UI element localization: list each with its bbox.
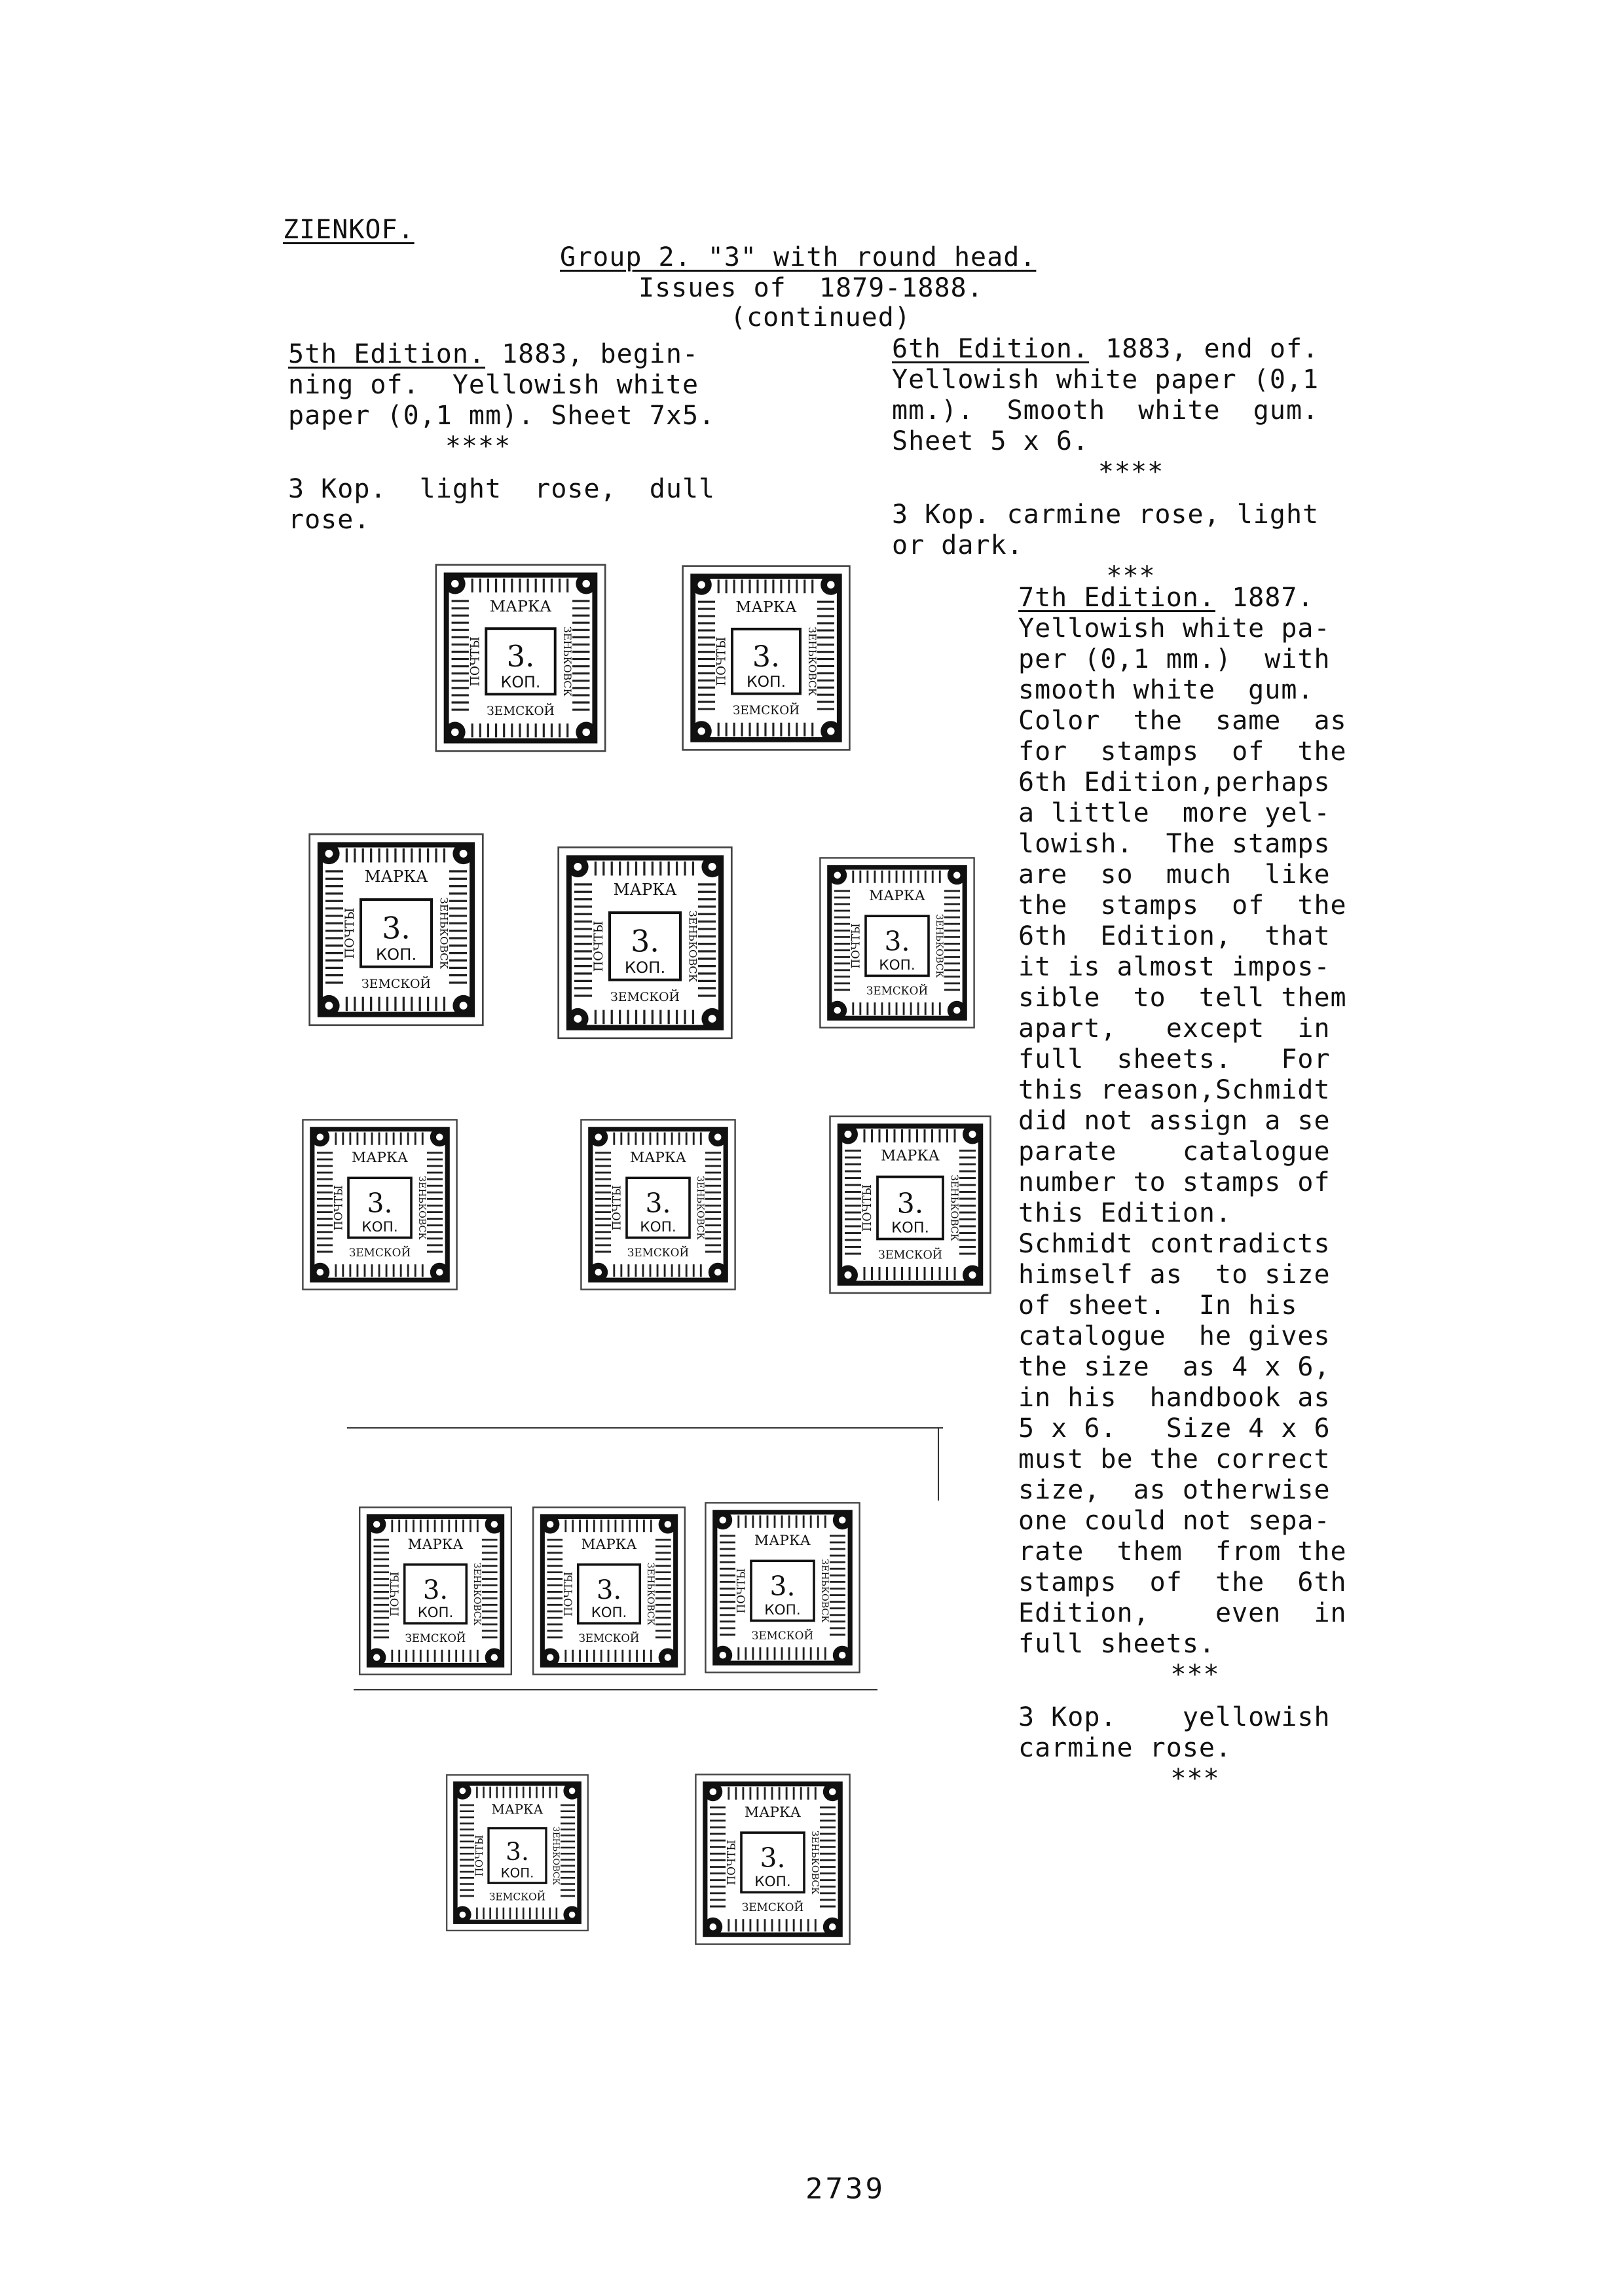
svg-text:3.: 3. — [645, 1188, 671, 1219]
svg-text:МАРКА: МАРКА — [407, 1537, 464, 1554]
svg-text:МАРКА: МАРКА — [364, 867, 428, 886]
sixth-edition-line1: 1883, end of. — [1088, 334, 1320, 364]
svg-text:ПОЧТЫ: ПОЧТЫ — [388, 1571, 401, 1616]
author-heading: ZIENKOF. — [283, 215, 415, 245]
sixth-edition-separator: **** — [1098, 457, 1164, 487]
svg-text:ПОЧТЫ: ПОЧТЫ — [734, 1568, 748, 1614]
svg-text:КОП.: КОП. — [640, 1218, 676, 1235]
svg-text:ПОЧТЫ: ПОЧТЫ — [473, 1834, 486, 1877]
svg-text:МАРКА: МАРКА — [881, 1147, 940, 1165]
svg-text:ПОЧТЫ: ПОЧТЫ — [591, 920, 606, 972]
svg-text:КОП.: КОП. — [417, 1605, 454, 1622]
seventh-edition-line: number to stamps of — [1018, 1167, 1331, 1197]
svg-text:КОП.: КОП. — [591, 1605, 627, 1622]
stamp-image — [681, 563, 851, 753]
seventh-edition-end-separator: *** — [1170, 1764, 1220, 1794]
stamp-image — [530, 1506, 688, 1676]
svg-text:ЗЕНЬКОВСК: ЗЕНЬКОВСК — [437, 897, 451, 970]
seventh-edition-line: 5 x 6. Size 4 x 6 — [1018, 1413, 1331, 1444]
fifth-edition-heading: 5th Edition. — [288, 339, 485, 369]
seventh-edition-line: sible to tell them — [1018, 983, 1347, 1013]
seventh-edition-line: Schmidt contradicts — [1018, 1229, 1331, 1259]
fifth-edition-block — [288, 339, 766, 536]
svg-text:МАРКА: МАРКА — [629, 1150, 687, 1167]
seventh-edition-separator: *** — [1170, 1660, 1220, 1690]
svg-text:ПОЧТЫ: ПОЧТЫ — [562, 1571, 575, 1616]
svg-text:ЗЕНЬКОВСК: ЗЕНЬКОВСК — [934, 914, 944, 978]
seventh-edition-text — [1018, 613, 1372, 1660]
svg-text:ЗЕНЬКОВСК: ЗЕНЬКОВСК — [551, 1826, 561, 1886]
sixth-edition-block — [892, 334, 1370, 592]
fifth-edition-line2: ning of. Yellowish white — [288, 370, 699, 400]
seventh-edition-line: Edition, even in — [1018, 1598, 1347, 1628]
stamp-image — [694, 1768, 851, 1951]
seventh-edition-line: himself as to size — [1018, 1260, 1331, 1290]
seventh-edition-heading: 7th Edition. — [1018, 583, 1215, 613]
continued-line: (continued) — [730, 302, 911, 333]
stamp-drawing — [681, 563, 851, 753]
svg-text:ЗЕМСКОЙ: ЗЕМСКОЙ — [877, 1248, 943, 1262]
seventh-edition-line: one could not sepa- — [1018, 1506, 1331, 1536]
seventh-edition-color-line2: carmine rose. — [1018, 1733, 1232, 1763]
stamp-drawing — [445, 1761, 589, 1944]
stamp-drawing — [704, 1499, 861, 1676]
svg-text:ПОЧТЫ: ПОЧТЫ — [724, 1840, 738, 1886]
svg-text:3.: 3. — [896, 1188, 924, 1220]
stamp-image — [357, 1506, 514, 1676]
stamp-image — [432, 563, 609, 753]
sixth-edition-line2: Yellowish white paper (0,1 — [892, 365, 1320, 395]
stamp-drawing — [819, 851, 976, 1034]
svg-text:ЗЕМСКОЙ: ЗЕМСКОЙ — [751, 1629, 814, 1643]
stamp-drawing — [694, 1768, 851, 1951]
page-number: 2739 — [805, 2172, 885, 2206]
svg-text:МАРКА: МАРКА — [754, 1533, 811, 1550]
svg-text:ЗЕМСКОЙ: ЗЕМСКОЙ — [348, 1246, 411, 1260]
stamp-drawing — [357, 1506, 514, 1676]
sixth-edition-line4: Sheet 5 x 6. — [892, 426, 1089, 456]
seventh-edition-line: the size as 4 x 6, — [1018, 1352, 1331, 1382]
svg-text:ЗЕНЬКОВСК: ЗЕНЬКОВСК — [819, 1559, 830, 1623]
seventh-edition-line: 6th Edition,perhaps — [1018, 767, 1331, 797]
seventh-edition-line: it is almost impos- — [1018, 952, 1331, 982]
seventh-edition-line: are so much like — [1018, 860, 1331, 890]
svg-text:ЗЕМСКОЙ: ЗЕМСКОЙ — [741, 1901, 804, 1914]
svg-text:КОП.: КОП. — [624, 957, 666, 977]
seventh-edition-line: parate catalogue — [1018, 1137, 1331, 1167]
seventh-edition-line: the stamps of the — [1018, 890, 1347, 920]
seventh-edition-line: 6th Edition, that — [1018, 921, 1331, 951]
seventh-edition-year: 1887. — [1215, 583, 1314, 613]
svg-text:ЗЕНЬКОВСК: ЗЕНЬКОВСК — [695, 1176, 705, 1240]
seventh-edition-line: stamps of the 6th — [1018, 1567, 1347, 1597]
svg-text:КОП.: КОП. — [500, 672, 541, 691]
svg-text:ЗЕНЬКОВСК: ЗЕНЬКОВСК — [806, 627, 818, 696]
fifth-edition-line1: 1883, begin- — [485, 339, 699, 369]
stamp-image — [828, 1113, 992, 1296]
seventh-edition-line: did not assign a se — [1018, 1106, 1331, 1136]
stamp-image — [580, 1113, 737, 1296]
seventh-edition-line: of sheet. In his — [1018, 1290, 1298, 1321]
svg-text:ЗЕМСКОЙ: ЗЕМСКОЙ — [489, 1891, 546, 1903]
fifth-edition-color-line1: 3 Kop. light rose, dull — [288, 474, 716, 504]
strip-top-rule — [347, 1427, 943, 1429]
svg-text:ЗЕНЬКОВСК: ЗЕНЬКОВСК — [561, 626, 574, 697]
svg-text:ПОЧТЫ: ПОЧТЫ — [468, 636, 483, 687]
seventh-edition-line: must be the correct — [1018, 1444, 1331, 1474]
svg-text:КОП.: КОП. — [754, 1873, 791, 1890]
seventh-edition-line: per (0,1 mm.) with — [1018, 644, 1331, 674]
sixth-edition-line3: mm.). Smooth white gum. — [892, 395, 1320, 426]
fifth-edition-separator: **** — [445, 431, 511, 462]
svg-text:КОП.: КОП. — [746, 672, 786, 691]
stamp-drawing — [301, 1113, 458, 1296]
stamp-drawing — [557, 845, 733, 1041]
seventh-edition-line: this reason,Schmidt — [1018, 1075, 1331, 1105]
stamp-drawing — [432, 563, 609, 753]
svg-text:3.: 3. — [769, 1571, 796, 1602]
svg-text:ЗЕМСКОЙ: ЗЕМСКОЙ — [733, 703, 800, 718]
seventh-edition-line: this Edition. — [1018, 1198, 1232, 1228]
seventh-edition-line: apart, except in — [1018, 1013, 1331, 1044]
svg-text:ПОЧТЫ: ПОЧТЫ — [861, 1184, 874, 1232]
svg-text:ЗЕМСКОЙ: ЗЕМСКОЙ — [866, 984, 929, 998]
stamp-image — [704, 1499, 861, 1676]
seventh-edition-line: full sheets. For — [1018, 1044, 1331, 1074]
sixth-edition-heading: 6th Edition. — [892, 334, 1089, 364]
svg-text:3.: 3. — [631, 923, 659, 959]
stamp-drawing — [828, 1113, 992, 1296]
svg-text:ЗЕНЬКОВСК: ЗЕНЬКОВСК — [948, 1175, 961, 1241]
seventh-edition-line: smooth white gum. — [1018, 675, 1314, 705]
sixth-edition-color-line1: 3 Kop. carmine rose, light — [892, 500, 1320, 530]
svg-text:ЗЕМСКОЙ: ЗЕМСКОЙ — [610, 990, 680, 1005]
seventh-edition-line: size, as otherwise — [1018, 1475, 1331, 1505]
seventh-edition-color-line1: 3 Kop. yellowish — [1018, 1702, 1331, 1732]
svg-text:ЗЕНЬКОВСК: ЗЕНЬКОВСК — [416, 1176, 427, 1240]
seventh-edition-block — [1018, 583, 1372, 1795]
stamp-image — [445, 1761, 589, 1944]
svg-text:3.: 3. — [367, 1188, 393, 1219]
strip-bottom-rule — [354, 1689, 877, 1690]
svg-text:ЗЕМСКОЙ: ЗЕМСКОЙ — [487, 704, 555, 718]
svg-text:МАРКА: МАРКА — [581, 1537, 637, 1554]
svg-text:КОП.: КОП. — [764, 1601, 801, 1618]
seventh-edition-line: catalogue he gives — [1018, 1321, 1331, 1351]
sixth-edition-end-separator: *** — [1106, 561, 1156, 591]
sixth-edition-color-line2: or dark. — [892, 530, 1024, 560]
svg-text:3.: 3. — [752, 640, 781, 674]
svg-text:КОП.: КОП. — [879, 957, 915, 974]
svg-text:МАРКА: МАРКА — [735, 597, 797, 616]
svg-text:ЗЕНЬКОВСК: ЗЕНЬКОВСК — [645, 1562, 656, 1626]
svg-text:3.: 3. — [760, 1842, 786, 1874]
svg-text:МАРКА: МАРКА — [351, 1150, 409, 1167]
svg-text:КОП.: КОП. — [500, 1865, 534, 1881]
strip-right-rule — [938, 1429, 939, 1501]
svg-text:МАРКА: МАРКА — [491, 1802, 544, 1817]
svg-text:МАРКА: МАРКА — [868, 888, 926, 905]
stamp-drawing — [530, 1506, 688, 1676]
seventh-edition-line: Color the same as — [1018, 706, 1347, 736]
svg-text:3.: 3. — [506, 639, 535, 674]
svg-text:ПОЧТЫ: ПОЧТЫ — [331, 1185, 345, 1231]
svg-text:КОП.: КОП. — [361, 1218, 398, 1235]
issues-line: Issues of 1879-1888. — [638, 273, 984, 303]
svg-text:КОП.: КОП. — [375, 944, 417, 964]
fifth-edition-color-line2: rose. — [288, 505, 371, 535]
stamp-image — [308, 831, 485, 1028]
svg-text:КОП.: КОП. — [891, 1219, 929, 1237]
seventh-edition-line: in his handbook as — [1018, 1383, 1331, 1413]
svg-text:3.: 3. — [506, 1837, 529, 1866]
svg-text:3.: 3. — [422, 1575, 449, 1605]
seventh-edition-line: rate them from the — [1018, 1537, 1347, 1567]
fifth-edition-line3: paper (0,1 mm). Sheet 7x5. — [288, 401, 716, 431]
svg-text:ЗЕМСКОЙ: ЗЕМСКОЙ — [578, 1632, 640, 1645]
svg-text:3.: 3. — [596, 1575, 622, 1605]
svg-text:ЗЕМСКОЙ: ЗЕМСКОЙ — [361, 977, 431, 992]
svg-text:ЗЕНЬКОВСК: ЗЕНЬКОВСК — [686, 910, 699, 983]
svg-text:ЗЕМСКОЙ: ЗЕМСКОЙ — [627, 1246, 690, 1260]
stamp-image — [301, 1113, 458, 1296]
svg-text:ПОЧТЫ: ПОЧТЫ — [714, 636, 729, 686]
stamp-drawing — [580, 1113, 737, 1296]
stamp-image — [819, 851, 976, 1034]
seventh-edition-line: a little more yel- — [1018, 798, 1331, 828]
svg-text:ЗЕНЬКОВСК: ЗЕНЬКОВСК — [471, 1562, 483, 1626]
seventh-edition-line: full sheets. — [1018, 1629, 1215, 1659]
svg-text:ЗЕНЬКОВСК: ЗЕНЬКОВСК — [809, 1831, 820, 1895]
svg-text:МАРКА: МАРКА — [744, 1804, 802, 1821]
svg-text:3.: 3. — [884, 926, 910, 957]
svg-text:3.: 3. — [382, 910, 411, 946]
stamp-drawing — [308, 831, 485, 1028]
group-title: Group 2. "3" with round head. — [560, 242, 1037, 272]
svg-text:МАРКА: МАРКА — [613, 880, 677, 900]
svg-text:МАРКА: МАРКА — [489, 596, 552, 615]
svg-text:ПОЧТЫ: ПОЧТЫ — [849, 923, 862, 969]
svg-text:ПОЧТЫ: ПОЧТЫ — [342, 907, 358, 959]
seventh-edition-line: Yellowish white pa- — [1018, 613, 1331, 644]
stamp-image — [557, 845, 733, 1041]
svg-text:ЗЕМСКОЙ: ЗЕМСКОЙ — [405, 1632, 466, 1645]
svg-text:ПОЧТЫ: ПОЧТЫ — [610, 1185, 623, 1231]
seventh-edition-line: lowish. The stamps — [1018, 829, 1331, 859]
seventh-edition-line: for stamps of the — [1018, 737, 1347, 767]
